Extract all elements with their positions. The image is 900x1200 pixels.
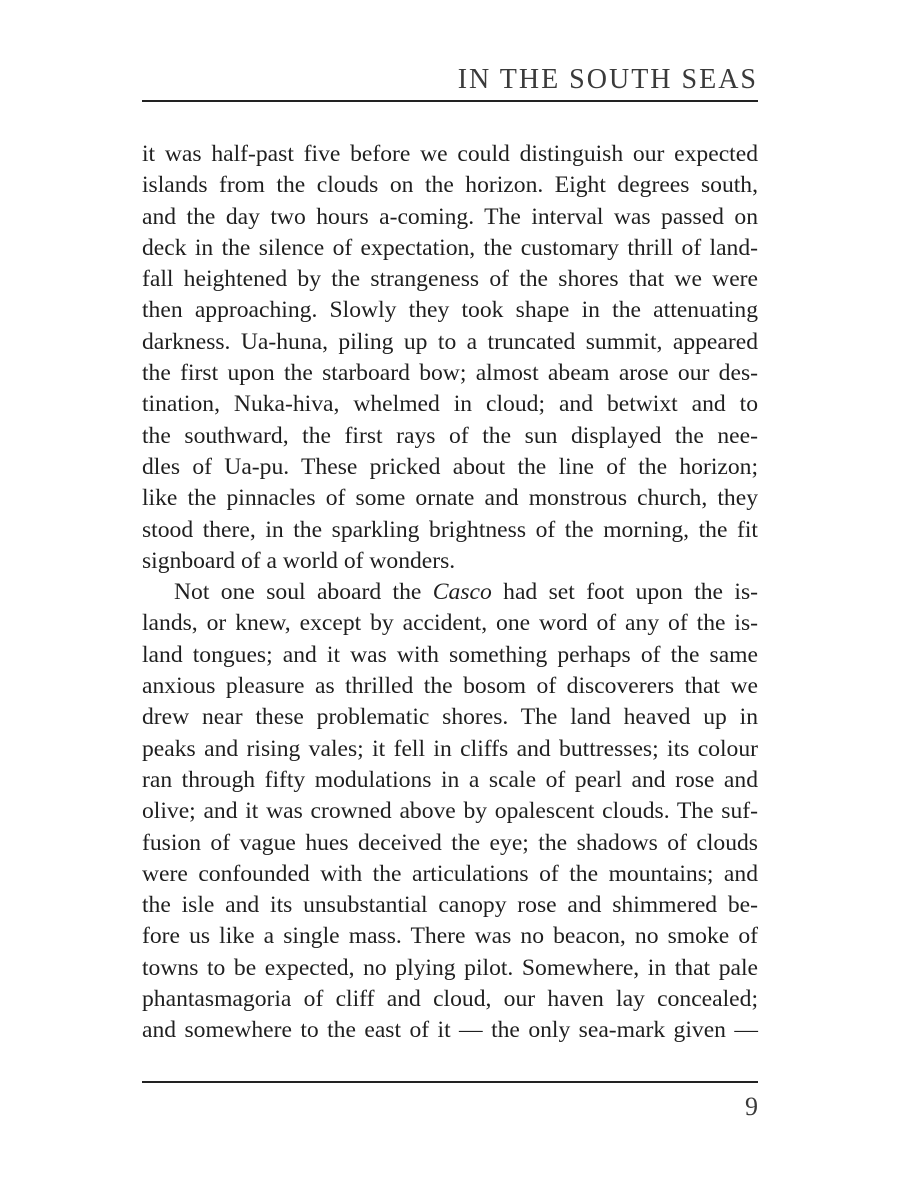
text-line: were confounded with the articulations of the mountains; and bbox=[142, 860, 758, 887]
paragraph-1 bbox=[142, 139, 758, 577]
text-line: the southward, the first rays of the sun displayed the nee- bbox=[142, 422, 758, 449]
text-line: islands from the clouds on the horizon. Eight degrees south, bbox=[142, 172, 758, 199]
text-line: phantasmagoria of cliff and cloud, our haven lay concealed; bbox=[142, 986, 758, 1013]
footer-rule bbox=[142, 1081, 758, 1083]
text-line: it was half-past five before we could distinguish our expected bbox=[142, 141, 758, 167]
text-line: peaks and rising vales; it fell in cliffs and buttresses; its colour bbox=[142, 735, 758, 762]
text-line: anxious pleasure as thrilled the bosom of discoverers that we bbox=[142, 673, 758, 700]
text-run: had set foot upon the is- bbox=[491, 579, 759, 606]
text-line: ran through fifty modulations in a scale of pearl and rose and bbox=[142, 766, 758, 793]
text-line: olive; and it was crowned above by opalescent clouds. The suf- bbox=[142, 798, 758, 825]
text-line: like the pinnacles of some ornate and monstrous church, they bbox=[142, 485, 758, 512]
ship-name-italic: Casco bbox=[432, 579, 492, 606]
text-line-first bbox=[142, 577, 758, 608]
paragraph-2 bbox=[142, 577, 758, 1046]
text-line: land tongues; and it was with something perhaps of the same bbox=[142, 641, 758, 668]
text-line: darkness. Ua-huna, piling up to a truncated summit, appeared bbox=[142, 328, 758, 355]
text-line: signboard of a world of wonders. bbox=[142, 547, 456, 574]
text-line: lands, or knew, except by accident, one word of any of the is- bbox=[142, 610, 758, 637]
text-line: deck in the silence of expectation, the customary thrill of land- bbox=[142, 234, 758, 261]
text-line: the first upon the starboard bow; almost abeam arose our des- bbox=[142, 360, 758, 387]
text-line: the isle and its unsubstantial canopy rose and shimmered be- bbox=[142, 892, 758, 919]
text-line: and the day two hours a-coming. The interval was passed on bbox=[142, 203, 758, 230]
text-line: then approaching. Slowly they took shape in the attenuating bbox=[142, 297, 758, 324]
text-line: and somewhere to the east of it — the only sea-mark given — bbox=[142, 1017, 758, 1044]
running-title: IN THE SOUTH SEAS bbox=[457, 64, 758, 95]
text-line: dles of Ua-pu. These pricked about the line of the horizon; bbox=[142, 453, 758, 480]
body-text bbox=[142, 139, 758, 1047]
text-line: fall heightened by the strangeness of the shores that we were bbox=[142, 266, 758, 293]
header-rule bbox=[142, 100, 758, 102]
page-number: 9 bbox=[745, 1092, 758, 1121]
text-line: drew near these problematic shores. The land heaved up in bbox=[142, 704, 758, 731]
text-run: Not one soul aboard the bbox=[174, 579, 433, 606]
text-line: towns to be expected, no plying pilot. Somewhere, in that pale bbox=[142, 954, 758, 981]
text-line: fore us like a single mass. There was no beacon, no smoke of bbox=[142, 923, 758, 950]
text-line: stood there, in the sparkling brightness of the morning, the fit bbox=[142, 516, 758, 543]
text-line: fusion of vague hues deceived the eye; the shadows of clouds bbox=[142, 829, 758, 856]
text-line: tination, Nuka-hiva, whelmed in cloud; and betwixt and to bbox=[142, 391, 758, 418]
